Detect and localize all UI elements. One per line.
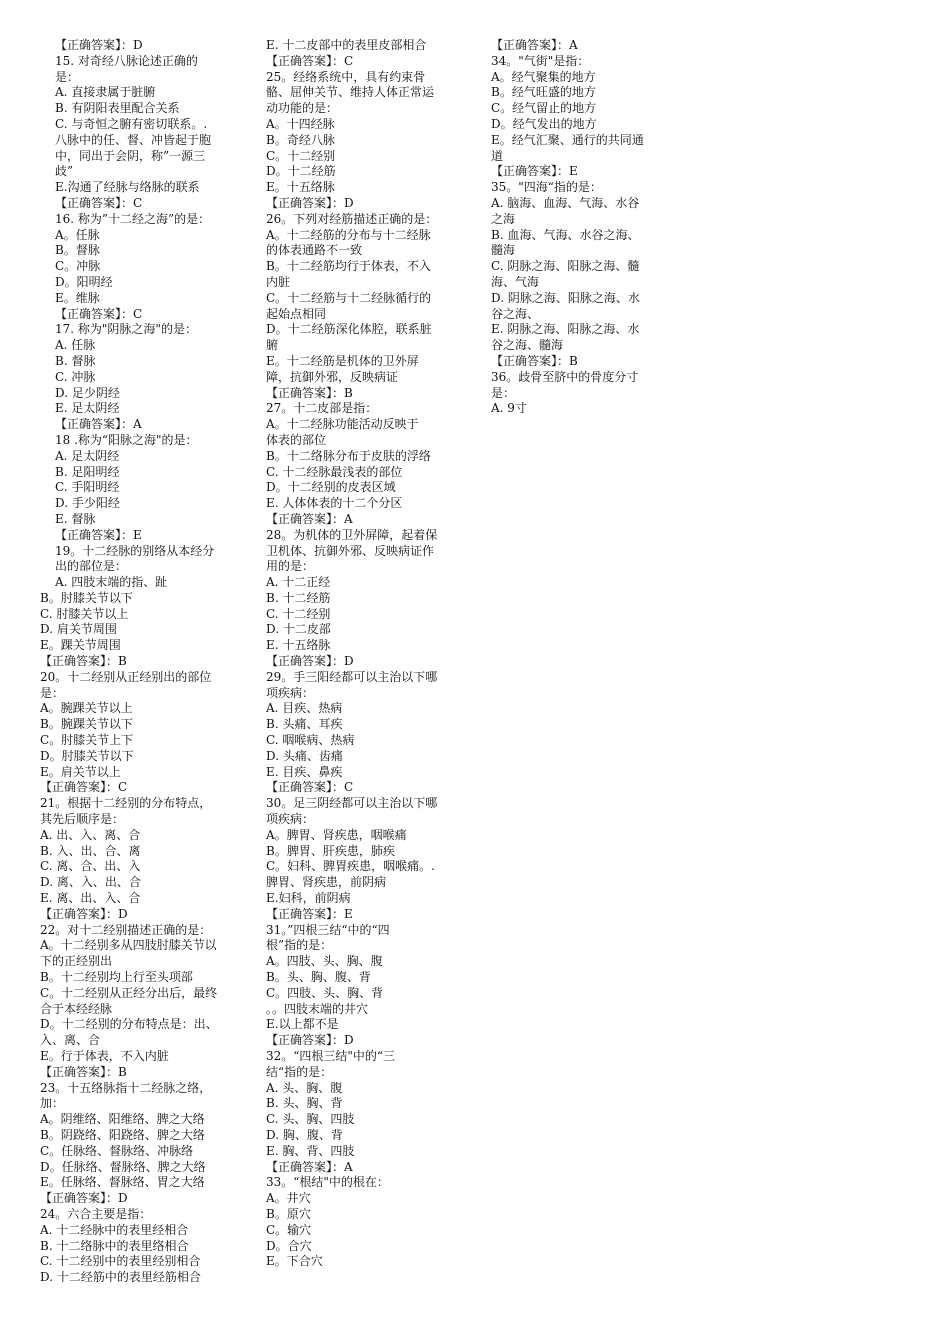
text-line: 【正确答案】：E — [266, 906, 353, 921]
text-line: 20。十二经别从正经别出的部位 — [40, 669, 212, 684]
text-line: B。十二络脉分布于皮肤的浮络 — [266, 448, 431, 463]
text-line: 海、气海 — [491, 274, 540, 289]
text-line: 【正确答案】：C — [40, 780, 128, 795]
text-line: E。十二经筋是机体的卫外屏 — [266, 353, 419, 368]
text-line: E. 督脉 — [55, 511, 96, 526]
text-line: 下的正经别出 — [40, 954, 113, 969]
text-line: C。任脉络、督脉络、冲脉络 — [40, 1143, 194, 1158]
text-line: 入、离、合 — [40, 1033, 101, 1048]
text-line: C。冲脉 — [55, 259, 101, 274]
text-line: A。任脉 — [55, 227, 100, 242]
text-line: 36。歧骨至脐中的骨度分寸 — [491, 369, 639, 384]
text-line: D. 头痛、齿痛 — [266, 748, 343, 763]
text-line: B. 血海、气海、水谷之海、 — [491, 227, 640, 242]
text-line: 21。根据十二经别的分布特点， — [40, 796, 212, 811]
text-line: E。经气汇聚、通行的共同通 — [491, 132, 644, 147]
text-line: D. 离、入、出、合 — [40, 875, 141, 890]
text-line: 之海 — [491, 211, 516, 226]
text-line: 19。十二经脉的别络从本经分 — [55, 543, 215, 558]
text-line: D. 肩关节周围 — [40, 622, 117, 637]
text-line: C。妇科、脾胃疾患，咽喉痛。. — [266, 859, 435, 874]
text-line: 【正确答案】：D — [40, 906, 128, 921]
text-line: D。十二经别的皮表区域 — [266, 480, 396, 495]
text-line: 18 .称为“阳脉之海"的是： — [55, 432, 198, 447]
text-line: C. 肘膝关节以上 — [40, 606, 129, 621]
text-line: 30。足三阴经都可以主治以下哪 — [266, 796, 438, 811]
text-line: 28。为机体的卫外屏障，起着保 — [266, 527, 438, 542]
text-line: 合于本经经脉 — [40, 1001, 113, 1016]
text-line: 【正确答案】：D — [266, 1033, 354, 1048]
text-line: B。原穴 — [266, 1206, 311, 1221]
text-line: 29。手三阳经都可以主治以下哪 — [266, 669, 438, 684]
text-line: B。十二经筋均行于体表，不入 — [266, 259, 431, 274]
text-line: D. 足少阴经 — [55, 385, 120, 400]
text-line: D. 阴脉之海、阳脉之海、水 — [491, 290, 640, 305]
text-line: 【正确答案】：D — [40, 1191, 128, 1206]
text-line: E. 足太阴经 — [55, 401, 120, 416]
text-line: 结“指的是： — [266, 1064, 333, 1079]
text-line: 加： — [40, 1096, 65, 1111]
text-line: E. 十五络脉 — [266, 638, 331, 653]
text-line: 腑 — [266, 338, 279, 353]
text-line: C。经气留止的地方 — [491, 101, 597, 116]
text-line: E. 胸、背、四肢 — [266, 1143, 355, 1158]
text-line: 【正确答案】：C — [55, 195, 143, 210]
text-line: A。十二经脉功能活动反映于 — [266, 417, 419, 432]
text-line: E。维脉 — [55, 290, 100, 305]
text-line: 谷之海、 — [491, 306, 540, 321]
text-line: A. 脑海、血海、气海、水谷 — [491, 195, 640, 210]
text-line: 。。四肢末端的井穴 — [266, 1001, 369, 1016]
text-line: D。合穴 — [266, 1238, 312, 1253]
text-line: B。脾胃、肝疾患，肺疾 — [266, 843, 395, 858]
text-line: C. 十二经脉最浅表的部位 — [266, 464, 403, 479]
text-line: 道 — [491, 148, 504, 163]
text-line: 【正确答案】：D — [266, 654, 354, 669]
text-line: A. 直接隶属于脏腑 — [55, 85, 156, 100]
text-line: D。阳明经 — [55, 274, 113, 289]
text-line: B。头、胸、腹、背 — [266, 970, 371, 985]
text-line: 用的是： — [266, 559, 315, 574]
text-line: E. 目疾、鼻疾 — [266, 764, 343, 779]
text-line: 【正确答案】：D — [266, 195, 354, 210]
text-line: A。脾胃、肾疾患，咽喉痛 — [266, 827, 407, 842]
text-line: 24。六合主要是指： — [40, 1206, 152, 1221]
text-line: 中，同出于会阴，称”一源三 — [55, 148, 206, 163]
text-line: 体表的部位 — [266, 432, 327, 447]
text-line: D。肘膝关节以下 — [40, 748, 134, 763]
text-line: C. 离、合、出、入 — [40, 859, 141, 874]
text-line: A. 出、入、离、合 — [40, 827, 141, 842]
text-line: 【正确答案】：B — [40, 654, 127, 669]
text-line: B. 入、出、合、离 — [40, 843, 141, 858]
text-line: 卫机体、抗御外邪、反映病证作 — [266, 543, 435, 558]
text-line: D。经气发出的地方 — [491, 116, 597, 131]
text-line: 【正确答案】：C — [266, 780, 354, 795]
text-line: 项疾病： — [266, 812, 315, 827]
text-line: A。经气聚集的地方 — [491, 69, 596, 84]
text-line: 23。十五络脉指十二经脉之络， — [40, 1080, 212, 1095]
text-line: 骼、屈伸关节、维持人体正常运 — [266, 85, 435, 100]
text-line: 35。"四海“指的是： — [491, 180, 602, 195]
text-line: A。十二经筋的分布与十二经脉 — [266, 227, 431, 242]
text-line: E。肩关节以上 — [40, 764, 121, 779]
text-line: E. 十二皮部中的表里皮部相合 — [266, 38, 427, 52]
text-line: 27。十二皮部是指： — [266, 401, 378, 416]
text-line: C。肘膝关节上下 — [40, 733, 134, 748]
text-line: 起始点相同 — [266, 306, 327, 321]
text-line: A. 十二正经 — [266, 575, 331, 590]
text-line: B。经气旺盛的地方 — [491, 85, 596, 100]
text-line: B。十二经别均上行至头项部 — [40, 970, 193, 985]
text-line: 障，抗御外邪，反映病证 — [266, 369, 399, 384]
text-line: C. 与奇恒之腑有密切联系。. — [55, 116, 208, 131]
text-line: B。奇经八脉 — [266, 132, 335, 147]
text-line: C。四肢、头、胸、背 — [266, 985, 384, 1000]
text-line: B. 有阴阳表里配合关系 — [55, 101, 180, 116]
text-line: E. 人体体表的十二个分区 — [266, 496, 403, 511]
text-line: A. 任脉 — [55, 338, 96, 353]
text-line: C. 阴脉之海、阳脉之海、髓 — [491, 259, 640, 274]
column-left — [40, 38, 255, 1286]
text-line: 25。经络系统中，具有约束骨 — [266, 69, 426, 84]
text-line: A. 足太阴经 — [55, 448, 120, 463]
text-line: 【正确答案】：D — [55, 38, 143, 52]
text-line: 【正确答案】：B — [491, 353, 578, 368]
text-line: B. 头痛、耳疾 — [266, 717, 343, 732]
text-line: C. 冲脉 — [55, 369, 96, 384]
text-line: C. 十二经别 — [266, 606, 331, 621]
text-line: A。四肢、头、胸、腹 — [266, 954, 383, 969]
text-line: 其先后顺序是： — [40, 812, 125, 827]
text-line: D. 胸、腹、背 — [266, 1127, 343, 1142]
text-line: B. 十二络脉中的表里络相合 — [40, 1238, 189, 1253]
text-line: 【正确答案】：A — [55, 417, 142, 432]
text-line: 八脉中的任、督、冲皆起于胞 — [55, 132, 212, 147]
text-line: 项疾病： — [266, 685, 315, 700]
text-line: C. 十二经别中的表里经别相合 — [40, 1254, 201, 1269]
text-line: D。十二经别的分布特点是：出、 — [40, 1017, 218, 1032]
text-line: 是： — [491, 385, 516, 400]
text-line: 脾胃、肾疾患，前阴病 — [266, 875, 387, 890]
text-line: 【正确答案】：C — [55, 306, 143, 321]
text-line: 32。“四根三结"中的“三 — [266, 1049, 396, 1063]
text-line: 31。”四根三结“中的“四 — [266, 922, 390, 937]
text-line: D。十二经筋深化体腔，联系脏 — [266, 322, 432, 337]
text-line: 的体表通路不一致 — [266, 243, 363, 258]
text-line: A。井穴 — [266, 1191, 311, 1206]
text-line: 【正确答案】：A — [266, 511, 353, 526]
text-line: 【正确答案】：C — [266, 53, 354, 68]
text-line: C。十二经别从正经分出后，最终 — [40, 985, 218, 1000]
text-line: A. 头、胸、腹 — [266, 1080, 343, 1095]
text-line: D. 十二经筋中的表里经筋相合 — [40, 1270, 201, 1285]
column-middle — [266, 38, 476, 1270]
text-line: A。腕踝关节以上 — [40, 701, 133, 716]
text-line: B。腕踝关节以下 — [40, 717, 133, 732]
text-line: 【正确答案】：B — [266, 385, 353, 400]
text-line: E。十五络脉 — [266, 180, 335, 195]
text-line: 16. 称为”十二经之海”的是： — [55, 211, 211, 226]
text-line: 34。"气街"是指： — [491, 53, 590, 68]
text-line: A. 9寸 — [491, 401, 527, 416]
text-line: B. 督脉 — [55, 353, 96, 368]
text-line: 22。对十二经别描述正确的是： — [40, 922, 212, 937]
text-line: B。阴跷络、阳跷络、脾之大络 — [40, 1127, 205, 1142]
text-line: C. 咽喉病、热病 — [266, 733, 355, 748]
text-line: A. 四肢末端的指、趾 — [55, 575, 168, 590]
text-line: E。行于体表，不入内脏 — [40, 1049, 169, 1063]
text-line: B。督脉 — [55, 243, 100, 258]
text-line: 【正确答案】：E — [55, 527, 142, 542]
text-line: 歧” — [55, 164, 74, 179]
text-line: E。踝关节周围 — [40, 638, 121, 653]
text-line: D. 手少阳经 — [55, 496, 120, 511]
text-line: 【正确答案】：A — [266, 1159, 353, 1174]
text-line: 17. 称为"阴脉之海"的是： — [55, 322, 197, 337]
text-line: A。十二经别多从四肢肘膝关节以 — [40, 938, 217, 953]
text-line: B。肘膝关节以下 — [40, 590, 133, 605]
text-line: E。下合穴 — [266, 1254, 323, 1269]
text-line: 内脏 — [266, 274, 291, 289]
text-line: A. 目疾、热病 — [266, 701, 343, 716]
text-line: E。任脉络、督脉络、胃之大络 — [40, 1175, 205, 1190]
text-line: 【正确答案】：A — [491, 38, 578, 52]
text-line: A。阴维络、阳维络、脾之大络 — [40, 1112, 205, 1127]
text-line: C. 头、胸、四肢 — [266, 1112, 355, 1127]
text-line: E.以上都不是 — [266, 1017, 339, 1032]
text-line: D. 十二皮部 — [266, 622, 331, 637]
text-line: B. 头、胸、背 — [266, 1096, 343, 1111]
text-line: E.妇科，前阴病 — [266, 891, 351, 906]
text-line: 是： — [55, 69, 80, 84]
text-line: 26。下列对经筋描述正确的是： — [266, 211, 438, 226]
text-line: D。十二经筋 — [266, 164, 336, 179]
text-line: C。十二经别 — [266, 148, 336, 163]
text-line: 出的部位是： — [55, 559, 128, 574]
text-line: 【正确答案】：B — [40, 1064, 127, 1079]
text-line: A。十四经脉 — [266, 116, 335, 131]
text-line: B. 十二经筋 — [266, 590, 331, 605]
text-line: D。任脉络、督脉络、脾之大络 — [40, 1159, 206, 1174]
text-line: 15. 对奇经八脉论述正确的 — [55, 53, 198, 68]
text-line: E.沟通了经脉与络脉的联系 — [55, 180, 200, 195]
text-line: 根”指的是： — [266, 938, 333, 953]
text-line: A. 十二经脉中的表里经相合 — [40, 1222, 189, 1237]
column-right — [491, 38, 671, 417]
text-line: E. 离、出、入、合 — [40, 891, 141, 906]
text-line: C. 手阳明经 — [55, 480, 120, 495]
text-line: C。十二经筋与十二经脉循行的 — [266, 290, 432, 305]
text-line: E. 阴脉之海、阳脉之海、水 — [491, 322, 640, 337]
text-line: 谷之海、髓海 — [491, 338, 564, 353]
text-line: C。输穴 — [266, 1222, 312, 1237]
text-line: 动功能的是： — [266, 101, 339, 116]
text-line: 是： — [40, 685, 65, 700]
text-line: 髓海 — [491, 243, 516, 258]
text-line: 33。“根结"中的根在： — [266, 1175, 389, 1190]
text-line: 【正确答案】：E — [491, 164, 578, 179]
text-line: B. 足阳明经 — [55, 464, 120, 479]
